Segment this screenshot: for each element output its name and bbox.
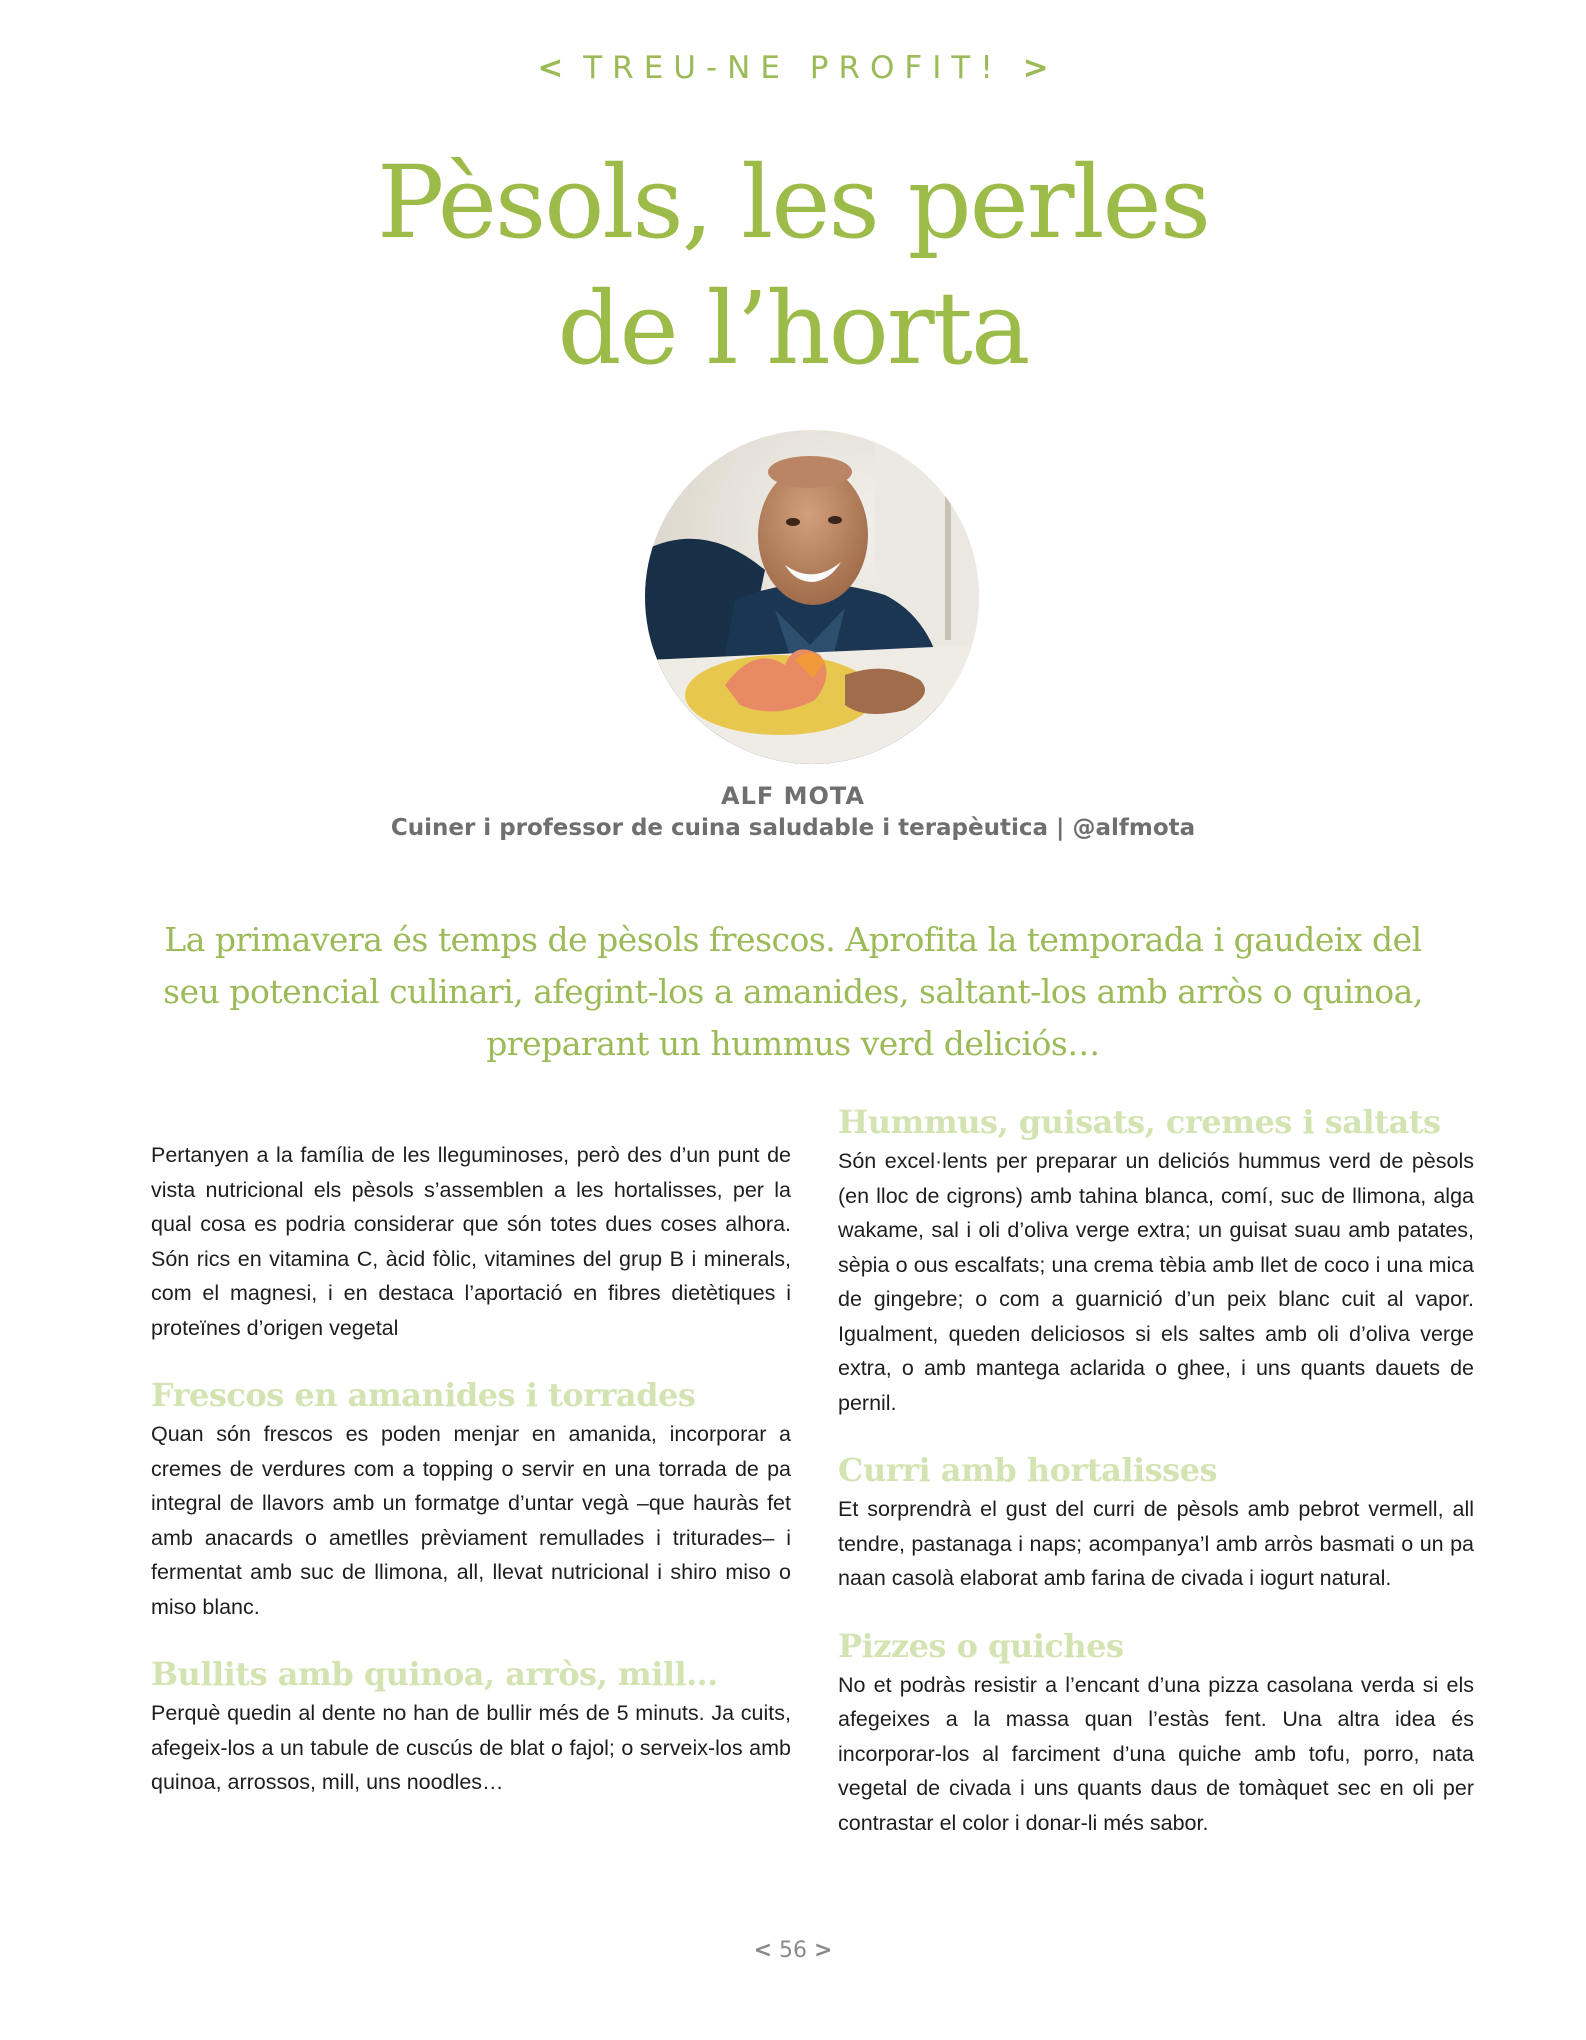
kicker-text: TREU-NE PROFIT! — [583, 50, 1003, 86]
section-heading: Hummus, guisats, cremes i saltats — [838, 1103, 1441, 1141]
section-heading: Pizzes o quiches — [838, 1626, 1124, 1665]
page-number-text: 56 — [779, 1938, 807, 1963]
page-number — [0, 1938, 1586, 1963]
section-body: No et podràs resistir a l’encant d’una pizza casolana verda si els afegeixes a la massa quan l’estàs fent. Una altra idea és incorporar-los al farciment d’una quiche amb tofu, porro, nata vegetal de civada i uns quants daus de tomàquet sec en oli per contrastar el color i donar-li més sabor. — [838, 1672, 1474, 1835]
section-heading: Curri amb hortalisses — [838, 1451, 1218, 1489]
right-column — [838, 1100, 1474, 1840]
intro-paragraph: Pertanyen a la família de les lleguminoses, però des d’un punt de vista nutricional els pèsols s’assemblen a les hortalisses, per la qual cosa es podria considerar que són totes dues coses alhora. Són rics en vitamina C, àcid fòlic, vitamines del grup B i minerals, com el magnesi, i en destaca l’aportació en fibres dietètiques i proteïnes d’origen vegetal — [151, 1143, 791, 1340]
title-line-2: de l’horta — [557, 270, 1029, 387]
chevron-left-icon: < — [537, 50, 564, 86]
section-body: Et sorprendrà el gust del curri de pèsols amb pebrot vermell, all tendre, pastanaga i naps; acompanya’l amb arròs basmati o un pa naan casolà elaborat amb farina de civada i iogurt natural. — [838, 1497, 1474, 1590]
title-line-1: Pèsols, les perles — [376, 144, 1210, 261]
section-body: Són excel·lents per preparar un deliciós hummus verd de pèsols (en lloc de cigrons) amb tahina blanca, comí, suc de llimona, alga wakame, sal i oli d’oliva verge extra; un guisat suau amb patates, sèpia o ous escalfats; una crema tèbia amb llet de coco i una mica de gingebre; o com a guarnició d’un peix blanc cuit al vapor. Igualment, queden deliciosos si els saltes amb oli d’oliva verge extra, o amb mantega aclarida o ghee, i uns quants dauets de pernil. — [838, 1149, 1474, 1415]
chevron-right-icon: > — [814, 1938, 833, 1963]
author-role: Cuiner i professor de cuina saludable i terapèutica | @alfmota — [390, 815, 1196, 841]
author-photo — [645, 430, 979, 764]
author-name: ALF MOTA — [721, 782, 865, 810]
chevron-right-icon: > — [1022, 50, 1049, 86]
left-column — [151, 1138, 791, 1800]
article-title — [0, 140, 1586, 392]
section-heading: Frescos en amanides i torrades — [151, 1376, 696, 1414]
section-body: Quan són frescos es poden menjar en amanida, incorporar a cremes de verdures com a topping o servir en una torrada de pa integral de llavors amb un formatge d’untar vegà –que hauràs fet amb anacards o ametlles prèviament remullades i triturades– i fermentat amb suc de llimona, all, llevat nutricional i shiro miso o miso blanc. — [151, 1422, 791, 1619]
section-heading: Bullits amb quinoa, arròs, mill… — [151, 1655, 718, 1693]
section-kicker — [0, 50, 1586, 86]
section-body: Perquè quedin al dente no han de bullir més de 5 minuts. Ja cuits, afegeix-los a un tabule de cuscús de blat o fajol; o serveix-los amb quinoa, arrossos, mill, uns noodles… — [151, 1701, 791, 1794]
author-credit — [0, 780, 1586, 844]
author-portrait-image — [645, 430, 979, 764]
chevron-left-icon: < — [753, 1938, 772, 1963]
article-lead: La primavera és temps de pèsols frescos. Aprofita la temporada i gaudeix del seu potencial culinari, afegint-los a amanides, saltant-los amb arròs o quinoa, preparant un hummus verd deliciós… — [163, 920, 1423, 1063]
